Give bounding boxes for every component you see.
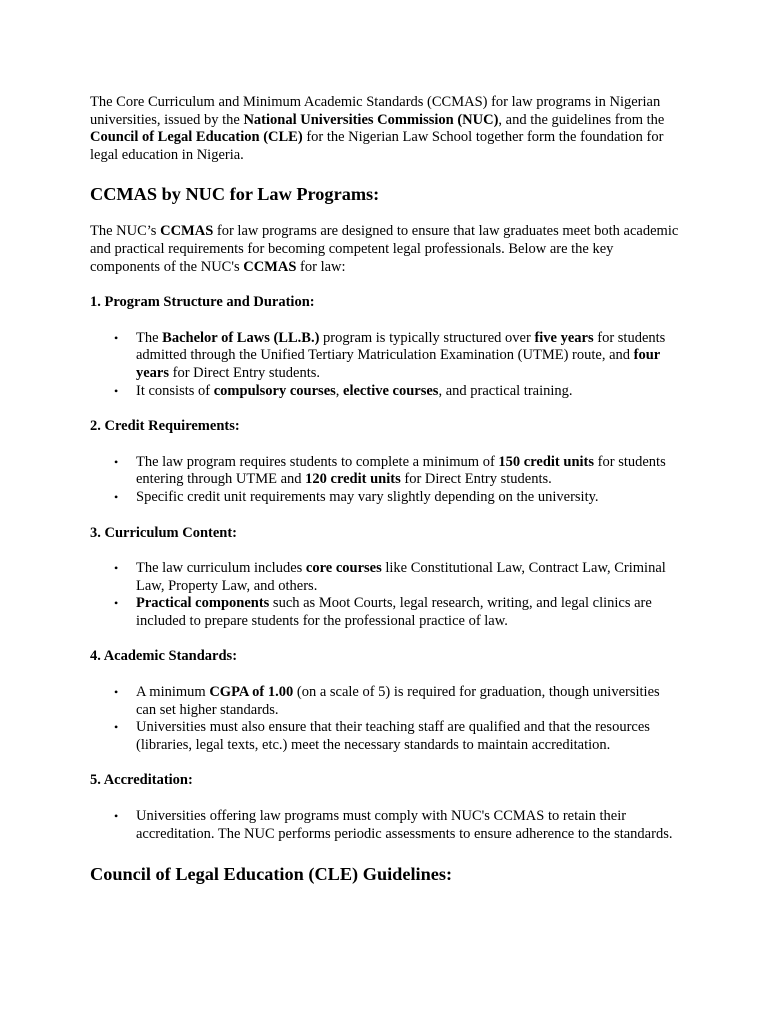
section-heading-accreditation: 5. Accreditation:	[90, 772, 193, 789]
ccmas-heading: CCMAS by NUC for Law Programs:	[90, 184, 380, 205]
list-item-text: program is typically structured over	[319, 329, 535, 346]
list-item-bold: four years	[136, 347, 660, 381]
list-item-bold: 120 credit units	[305, 471, 401, 488]
list-item	[114, 453, 680, 489]
list-item-text: Specific credit unit requirements may vary slightly depending on the university.	[136, 488, 599, 505]
list-item-text: The	[136, 329, 163, 346]
intro-text: The Core Curriculum and Minimum Academic Standards (CCMAS) for law programs in Nigerian universities, issued by the	[90, 94, 661, 128]
list-item	[114, 684, 680, 719]
list-item-text: It consists of	[136, 382, 214, 399]
list-item-text: for students entering through UTME and	[136, 453, 666, 488]
intro-bold-nuc: National Universities Commission (NUC)	[243, 111, 499, 128]
list-item	[114, 595, 680, 630]
section-list-academic-standards	[90, 684, 680, 754]
list-item-bold: compulsory courses	[213, 382, 336, 399]
ccmas-intro-text: for law programs are designed to ensure that law graduates meet both academic and practical requirements for becoming competent legal professionals. Below are the key components of the NUC's	[90, 223, 679, 275]
list-item-text: like Constitutional Law, Contract Law, Criminal Law, Property Law, and others.	[136, 560, 666, 594]
intro-text: for the Nigerian Law School together form the foundation for legal education in Nigeria.	[90, 129, 664, 163]
section-heading-academic-standards: 4. Academic Standards:	[90, 648, 238, 665]
ccmas-intro-bold: CCMAS	[243, 258, 297, 275]
list-item-text: ,	[335, 382, 344, 399]
section-list-accreditation	[90, 808, 680, 843]
bullet-icon: •	[114, 809, 119, 824]
list-item-text: Universities must also ensure that their teaching staff are qualified and that the resources (libraries, legal texts, etc.) meet the necessary standards to maintain accreditation.	[136, 719, 650, 753]
list-item-bold: Bachelor of Laws (LL.B.)	[162, 329, 320, 346]
list-item-text: , and practical training.	[438, 382, 573, 399]
list-item-text: The law program requires students to complete a minimum of	[136, 453, 499, 470]
ccmas-intro-text: for law:	[296, 258, 346, 275]
section-list-program-structure	[90, 330, 680, 400]
list-item	[114, 488, 680, 507]
section-heading-curriculum-content: 3. Curriculum Content:	[90, 524, 238, 541]
list-item-text: (on a scale of 5) is required for graduation, though universities can set higher standards.	[136, 684, 660, 718]
intro-bold-cle: Council of Legal Education (CLE)	[90, 129, 303, 146]
bullet-icon: •	[114, 330, 119, 345]
bullet-icon: •	[114, 561, 119, 576]
list-item-bold: CGPA of 1.00	[209, 684, 294, 701]
section-heading-credit-requirements: 2. Credit Requirements:	[90, 418, 240, 435]
list-item	[114, 719, 680, 754]
list-item	[114, 808, 680, 843]
list-item-bold: Practical components	[136, 595, 270, 612]
bullet-icon: •	[114, 596, 119, 611]
bullet-icon: •	[114, 685, 119, 700]
list-item-text: The law curriculum includes	[136, 560, 306, 577]
list-item	[114, 382, 680, 401]
list-item-bold: 150 credit units	[498, 453, 595, 470]
bullet-icon: •	[114, 720, 119, 735]
section-heading-program-structure: 1. Program Structure and Duration:	[90, 294, 315, 311]
bullet-icon: •	[114, 454, 119, 469]
list-item-bold: five years	[534, 329, 594, 346]
bullet-icon: •	[114, 489, 119, 504]
cle-heading: Council of Legal Education (CLE) Guidelines:	[90, 864, 453, 885]
list-item-text: Universities offering law programs must comply with NUC's CCMAS to retain their accreditation. The NUC performs periodic assessments to ensure adherence to the standards.	[136, 808, 673, 842]
ccmas-intro-bold: CCMAS	[160, 223, 214, 240]
list-item-text: A minimum	[136, 684, 210, 701]
intro-text: , and the guidelines from the	[498, 111, 665, 128]
ccmas-intro-paragraph	[90, 223, 680, 276]
list-item	[114, 560, 680, 595]
intro-paragraph	[90, 94, 680, 164]
list-item-text: for students admitted through the Unified Tertiary Matriculation Examination (UTME) route, and	[136, 329, 666, 364]
list-item-bold: elective courses	[343, 382, 439, 399]
list-item-bold: core courses	[305, 560, 382, 577]
list-item-text: such as Moot Courts, legal research, writing, and legal clinics are included to prepare students for the professional practice of law.	[136, 595, 652, 629]
bullet-icon: •	[114, 383, 119, 398]
list-item-text: for Direct Entry students.	[400, 471, 552, 488]
list-item	[114, 329, 680, 383]
ccmas-intro-text: The NUC’s	[90, 223, 161, 240]
section-list-credit-requirements	[90, 454, 680, 507]
list-item-text: for Direct Entry students.	[169, 364, 321, 381]
section-list-curriculum-content	[90, 560, 680, 630]
